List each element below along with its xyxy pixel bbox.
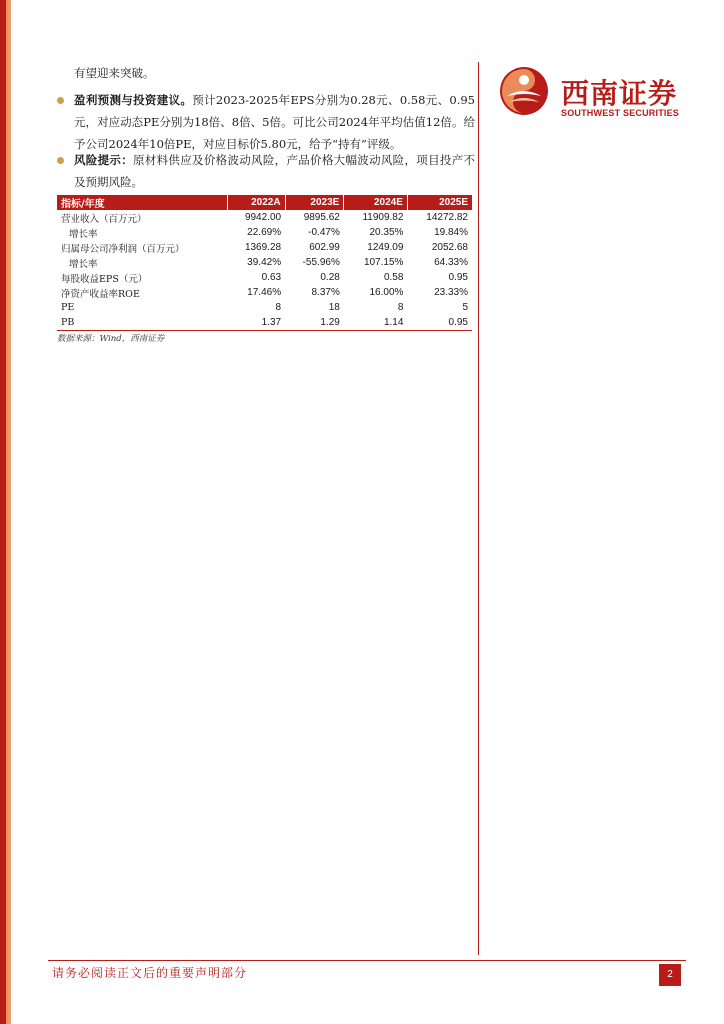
table-cell: -55.96% bbox=[302, 257, 340, 268]
table-row bbox=[57, 240, 472, 255]
left-accent-bar bbox=[0, 0, 11, 1024]
table-cell: 0.63 bbox=[261, 272, 282, 283]
page-number: 2 bbox=[659, 964, 681, 986]
row-label: 营业收入（百万元） bbox=[61, 213, 147, 225]
table-header-cell: 2022A bbox=[228, 195, 285, 210]
continuation-text: 有望迎来突破。 bbox=[74, 66, 155, 80]
bullet-dot-icon bbox=[57, 157, 64, 164]
bullet-body: 原材料供应及价格波动风险，产品价格大幅波动风险，项目投产不及预期风险。 bbox=[74, 153, 475, 189]
row-label: 增长率 bbox=[69, 258, 98, 270]
table-cell: 16.00% bbox=[369, 287, 404, 298]
table-cell: 602.99 bbox=[309, 242, 340, 253]
row-label: 归属母公司净利润（百万元） bbox=[61, 243, 185, 255]
brand-name-cn: 西南证券 bbox=[561, 77, 678, 110]
table-cell: 0.28 bbox=[320, 272, 340, 283]
row-label: 每股收益EPS（元） bbox=[61, 273, 148, 285]
table-cell: 23.33% bbox=[434, 287, 468, 298]
table-cell: 8.37% bbox=[311, 287, 340, 298]
row-label: 增长率 bbox=[69, 228, 98, 240]
table-cell: -0.47% bbox=[308, 227, 340, 238]
table-row bbox=[57, 315, 472, 331]
table-cell: 0.95 bbox=[407, 315, 472, 331]
table-cell: 107.15% bbox=[363, 257, 404, 268]
table-cell: 9942.00 bbox=[244, 212, 282, 223]
table-cell: 1.37 bbox=[228, 315, 285, 331]
table-header-cell: 2023E bbox=[285, 195, 344, 210]
table-cell: 1249.09 bbox=[367, 242, 404, 253]
footer-disclaimer: 请务必阅读正文后的重要声明部分 bbox=[52, 966, 248, 980]
table-header-row bbox=[57, 195, 472, 210]
table-cell: 19.84% bbox=[434, 227, 468, 238]
bullet-earnings-forecast bbox=[57, 89, 475, 155]
table-cell: 1.29 bbox=[285, 315, 344, 331]
bullet-title: 风险提示： bbox=[74, 153, 134, 167]
column-divider bbox=[478, 62, 479, 955]
table-cell: 0.95 bbox=[448, 272, 468, 283]
table-cell: 5 bbox=[462, 302, 468, 313]
table-row bbox=[57, 225, 472, 240]
bullet-body: 预计2023-2025年EPS分别为0.28元、0.58元、0.95元，对应动态PE分别为18倍、8倍、5倍。可比公司2024年平均估值12倍。给予公司2024年10倍PE，对应目标价5.80元，给予“持有”评级。 bbox=[74, 93, 476, 151]
table-row bbox=[57, 210, 472, 225]
table-cell: 2052.68 bbox=[431, 242, 468, 253]
table-row bbox=[57, 270, 472, 285]
table-cell: 14272.82 bbox=[426, 212, 468, 223]
table-cell: 18 bbox=[328, 302, 340, 313]
table-cell: 64.33% bbox=[434, 257, 468, 268]
table-row bbox=[57, 300, 472, 315]
table-cell: 8 bbox=[275, 302, 282, 313]
table-header-cell: 2024E bbox=[344, 195, 408, 210]
table-source-note: 数据来源：Wind，西南证券 bbox=[57, 334, 165, 344]
bullet-title: 盈利预测与投资建议。 bbox=[74, 93, 193, 107]
table-cell: 1369.28 bbox=[244, 242, 282, 253]
financial-forecast-table bbox=[57, 195, 472, 331]
table-cell: 20.35% bbox=[369, 227, 404, 238]
table-row bbox=[57, 285, 472, 300]
table-cell: 17.46% bbox=[247, 287, 282, 298]
footer-divider bbox=[48, 960, 686, 961]
table-header-cell: 2025E bbox=[407, 195, 472, 210]
bullet-risk-warning bbox=[57, 149, 475, 193]
table-cell: 8 bbox=[397, 302, 404, 313]
bullet-dot-icon bbox=[57, 97, 64, 104]
table-cell: 39.42% bbox=[247, 257, 282, 268]
row-label: PB bbox=[57, 315, 228, 331]
table-row bbox=[57, 255, 472, 270]
table-cell: 0.58 bbox=[383, 272, 404, 283]
row-label: PE bbox=[61, 302, 75, 313]
table-cell: 11909.82 bbox=[362, 212, 404, 223]
row-label: 净资产收益率ROE bbox=[61, 288, 140, 300]
table-cell: 1.14 bbox=[344, 315, 408, 331]
brand-name-en: SOUTHWEST SECURITIES bbox=[561, 108, 680, 118]
table-cell: 22.69% bbox=[247, 227, 282, 238]
logo-emblem-icon bbox=[499, 66, 549, 116]
table-cell: 9895.62 bbox=[303, 212, 340, 223]
brand-logo bbox=[499, 66, 679, 126]
table-header-cell: 指标/年度 bbox=[57, 195, 228, 210]
